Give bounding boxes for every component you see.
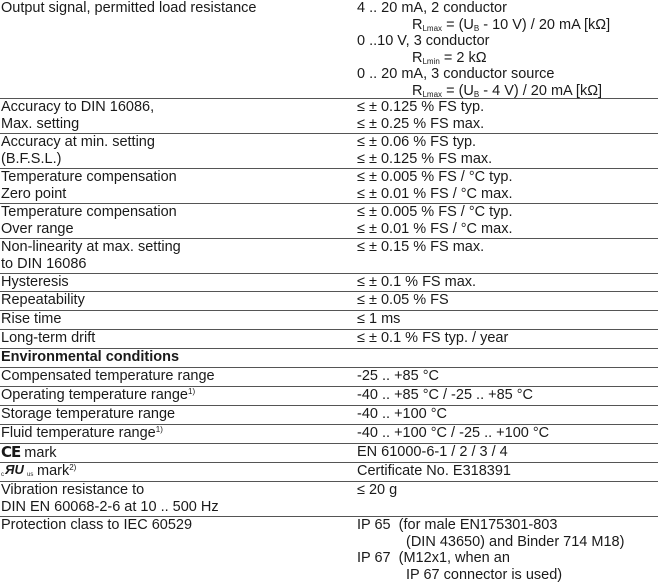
spec-row-accuracy-max: Accuracy to DIN 16086, Max. setting ≤ ± 0.125 % FS typ. ≤ ± 0.25 % FS max. — [0, 98, 658, 133]
spec-row-rise-time: Rise time ≤ 1 ms — [0, 310, 658, 328]
spec-row-output-signal — [0, 0, 658, 97]
section-environmental — [0, 348, 658, 366]
cul-us-mark-icon — [1, 463, 37, 477]
env-row-storage-temp: Storage temperature range -40 .. +100 °C — [0, 405, 658, 423]
env-row-fluid-temp: Fluid temperature range$^{1)}$ -40 .. +100 °C / -25 .. +100 °C — [0, 424, 658, 442]
env-row-protection-class: Protection class to IEC 60529 IP 65 (for male EN175301-803 (DIN 43650) and Binder 714 M18) IP 67 (M12x1, when an IP 67 connector is used) — [0, 516, 658, 584]
formula-rlmax-2c: $R_{Lmax} = (U_B - 10$ V) / 20 mA [kΩ] — [412, 16, 611, 33]
spec-row-temp-comp-over: Temperature compensation Over range ≤ ± 0.005 % FS / °C typ. ≤ ± 0.01 % FS / °C max. — [0, 203, 658, 238]
spec-label: Output signal, permitted load resistance — [1, 0, 257, 16]
spec-row-temp-comp-zero: Temperature compensation Zero point ≤ ± 0.005 % FS / °C typ. ≤ ± 0.01 % FS / °C max. — [0, 168, 658, 203]
spec-value: 4 .. 20 mA, 2 conductor $R_{Lmax} = (U_B - 10$ V) / 20 mA [kΩ] 0 ..10 V, 3 conductor $R_{Lmin} = 2$ kΩ 0 .. 20 mA, 3 conductor source $R_{Lmax} = (U_B - 4$ V) / 20 mA [kΩ] — [357, 0, 611, 99]
spec-row-nonlinearity: Non-linearity at max. setting to DIN 16086 ≤ ± 0.15 % FS max. — [0, 238, 658, 273]
formula-rlmin: $R_{Lmin} = 2$ kΩ — [412, 49, 487, 66]
section-title: Environmental conditions — [1, 349, 180, 365]
env-row-ul-mark: c ЯU us mark$^{2)}$ Certificate No. E318391 — [0, 462, 658, 480]
spec-row-accuracy-min: Accuracy at min. setting (B.F.S.L.) ≤ ± 0.06 % FS typ. ≤ ± 0.125 % FS max. — [0, 133, 658, 168]
env-row-compensated-temp: Compensated temperature range -25 .. +85 °C — [0, 367, 658, 385]
env-row-vibration: Vibration resistance to DIN EN 60068-2-6 at 10 .. 500 Hz ≤ 20 g — [0, 481, 658, 516]
svg-text:ЯU: ЯU — [5, 463, 24, 477]
spec-row-long-term-drift: Long-term drift ≤ ± 0.1 % FS typ. / year — [0, 329, 658, 347]
env-row-ce-mark: CE mark EN 61000-6-1 / 2 / 3 / 4 — [0, 443, 658, 461]
svg-text:us: us — [27, 472, 34, 477]
svg-text:c: c — [1, 472, 4, 477]
spec-row-repeatability: Repeatability ≤ ± 0.05 % FS — [0, 291, 658, 309]
formula-rlmax-3c: $R_{Lmax} = (U_B - 4$ V) / 20 mA [kΩ] — [412, 82, 603, 99]
spec-row-hysteresis: Hysteresis ≤ ± 0.1 % FS max. — [0, 273, 658, 291]
env-row-operating-temp: Operating temperature range$^{1)}$ -40 .. +85 °C / -25 .. +85 °C — [0, 386, 658, 404]
ce-mark-icon: CE — [1, 443, 21, 461]
